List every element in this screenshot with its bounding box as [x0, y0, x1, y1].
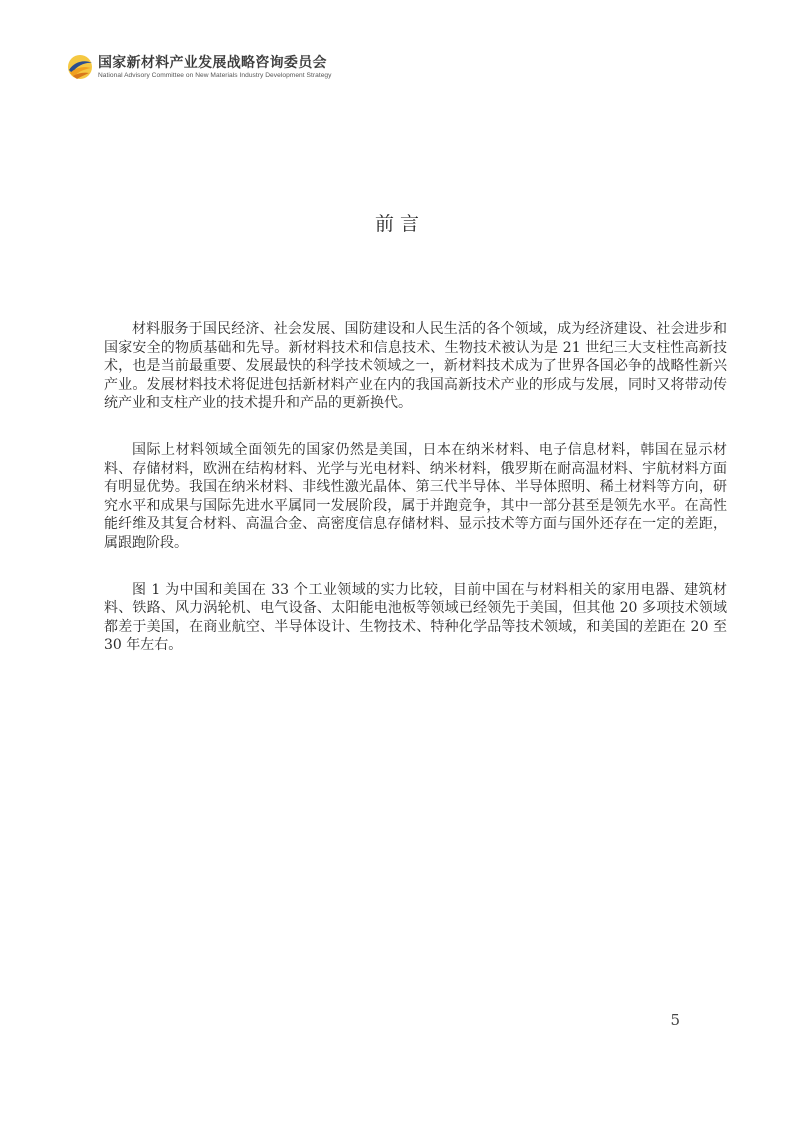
- organization-name-cn: 国家新材料产业发展战略咨询委员会: [98, 54, 327, 71]
- document-header: [66, 52, 331, 82]
- page-title: 前言: [374, 213, 425, 235]
- paragraph-international-landscape: 国际上材料领域全面领先的国家仍然是美国，日本在纳米材料、电子信息材料，韩国在显示材料、存储材料，欧洲在结构材料、光学与光电材料、纳米材料，俄罗斯在耐高温材料、宇航材料方面有明显优势。我国在纳米材料、非线性激光晶体、第三代半导体、半导体照明、稀土材料等方向，研究水平和成果与国际先进水平属同一发展阶段，属于并跑竞争，其中一部分甚至是领先水平。在高性能纤维及其复合材料、高温合金、高密度信息存储材料、显示技术等方面与国外还存在一定的差距，属跟跑阶段。: [104, 441, 727, 551]
- page-number: 5: [670, 1011, 680, 1029]
- paragraph-materials-overview: 材料服务于国民经济、社会发展、国防建设和人民生活的各个领域，成为经济建设、社会进步和国家安全的物质基础和先导。新材料技术和信息技术、生物技术被认为是 21 世纪三大支柱性高新技术，也是当前最重要、发展最快的科学技术领域之一，新材料技术成为了世界各国必争的战略性新兴产业。发展材料技术将促进包括新材料产业在内的我国高新技术产业的形成与发展，同时又将带动传统产业和支柱产业的技术提升和产品的更新换代。: [104, 321, 727, 412]
- paragraph-china-us-comparison: 图 1 为中国和美国在 33 个工业领域的实力比较，目前中国在与材料相关的家用电器、建筑材料、铁路、风力涡轮机、电气设备、太阳能电池板等领域已经领先于美国，但其他 20 多项技术领域都差于美国，在商业航空、半导体设计、生物技术、特种化学品等技术领域，和美国的差距在 20 至 30 年左右。: [104, 581, 727, 654]
- organization-name: [98, 55, 331, 80]
- organization-name-en: National Advisory Committee on New Materials Industry Development Strategy: [98, 71, 332, 79]
- globe-swoosh-logo-icon: [66, 53, 94, 81]
- document-body: [104, 320, 727, 683]
